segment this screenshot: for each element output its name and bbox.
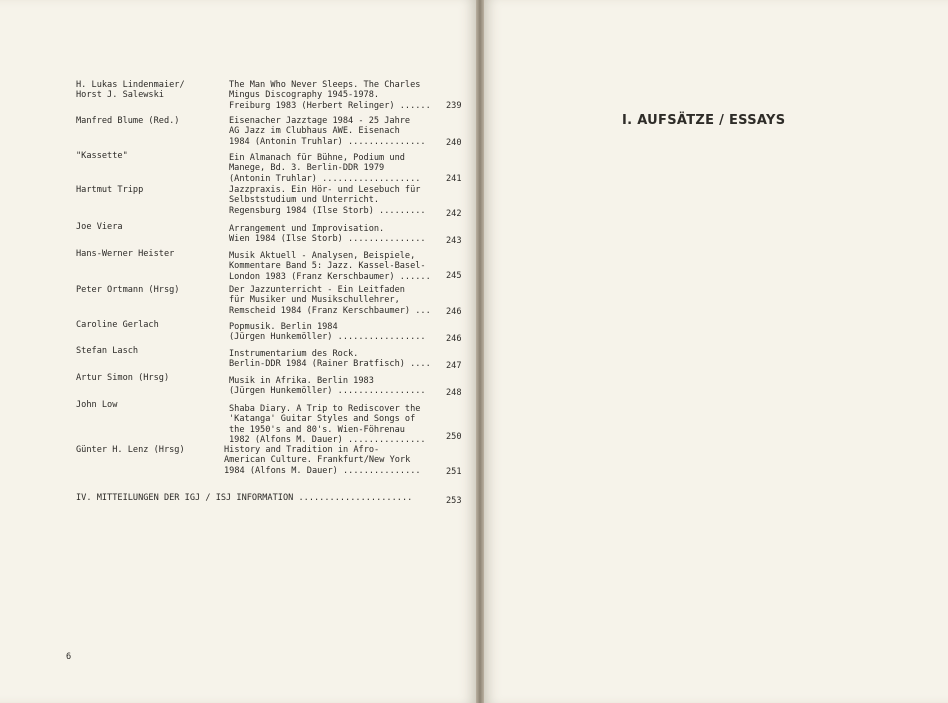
entry-title: Arrangement und Improvisation. Wien 1984 (Ilse Storb) ............... [229,224,426,245]
entry-author: Hans-Werner Heister [76,249,175,259]
right-page [484,0,948,703]
entry-title: Musik Aktuell - Analysen, Beispiele, Kommentare Band 5: Jazz. Kassel-Basel- London 1983 (Franz Kerschbaumer) ...... [229,251,431,282]
entry-title: Musik in Afrika. Berlin 1983 (Jürgen Hunkemöller) ................. [229,376,426,397]
entry-page: 239 [446,101,462,111]
entry-author: H. Lukas Lindenmaier/ Horst J. Salewski [76,80,185,101]
entry-author: Günter H. Lenz (Hrsg) [76,445,185,455]
entry-author: Manfred Blume (Red.) [76,116,180,126]
entry-author: Peter Ortmann (Hrsg) [76,285,180,295]
entry-author: "Kassette" [76,151,128,161]
entry-author: John Low [76,400,118,410]
entry-page: 247 [446,361,462,371]
entry-author: Stefan Lasch [76,346,139,356]
entry-title: Der Jazzunterricht - Ein Leitfaden für Musiker und Musikschullehrer, Remscheid 1984 (Franz Kerschbaumer) ... [229,285,431,316]
entry-author: Artur Simon (Hrsg) [76,373,170,383]
section-iv-heading: IV. MITTEILUNGEN DER IGJ / ISJ INFORMATION ...................... [76,493,413,503]
entry-title: The Man Who Never Sleeps. The Charles Mingus Discography 1945-1978. Freiburg 1983 (Herbert Relinger) ...... [229,80,431,111]
entry-page: 250 [446,432,462,442]
entry-title: Instrumentarium des Rock. Berlin-DDR 1984 (Rainer Bratfisch) .... [229,349,431,370]
entry-author: Caroline Gerlach [76,320,159,330]
entry-title: Shaba Diary. A Trip to Rediscover the 'Katanga' Guitar Styles and Songs of the 1950's and 80's. Wien-Föhrenau 1982 (Alfons M. Dauer) ............... [229,404,426,446]
entry-title: Jazzpraxis. Ein Hör- und Lesebuch für Selbststudium und Unterricht. Regensburg 1984 (Ilse Storb) ......... [229,185,426,216]
entry-page: 248 [446,388,462,398]
entry-page: 246 [446,334,462,344]
entry-title: History and Tradition in Afro- American Culture. Frankfurt/New York 1984 (Alfons M. Dauer) ............... [224,445,421,476]
book-gutter [476,0,484,703]
entry-page: 246 [446,307,462,317]
section-iv-page: 253 [446,496,462,506]
entry-page: 243 [446,236,462,246]
entry-page: 242 [446,209,462,219]
page-number: 6 [66,652,72,662]
entry-page: 251 [446,467,462,477]
entry-author: Joe Viera [76,222,123,232]
entry-author: Hartmut Tripp [76,185,144,195]
entry-page: 241 [446,174,462,184]
entry-title: Ein Almanach für Bühne, Podium und Manege, Bd. 3. Berlin-DDR 1979 (Antonin Truhlar) ................... [229,153,421,184]
entry-title: Popmusik. Berlin 1984 (Jürgen Hunkemöller) ................. [229,322,426,343]
entry-page: 240 [446,138,462,148]
essays-heading: I. AUFSÄTZE / ESSAYS [622,113,786,128]
entry-page: 245 [446,271,462,281]
entry-title: Eisenacher Jazztage 1984 - 25 Jahre AG Jazz im Clubhaus AWE. Eisenach 1984 (Antonin Truhlar) ............... [229,116,426,147]
